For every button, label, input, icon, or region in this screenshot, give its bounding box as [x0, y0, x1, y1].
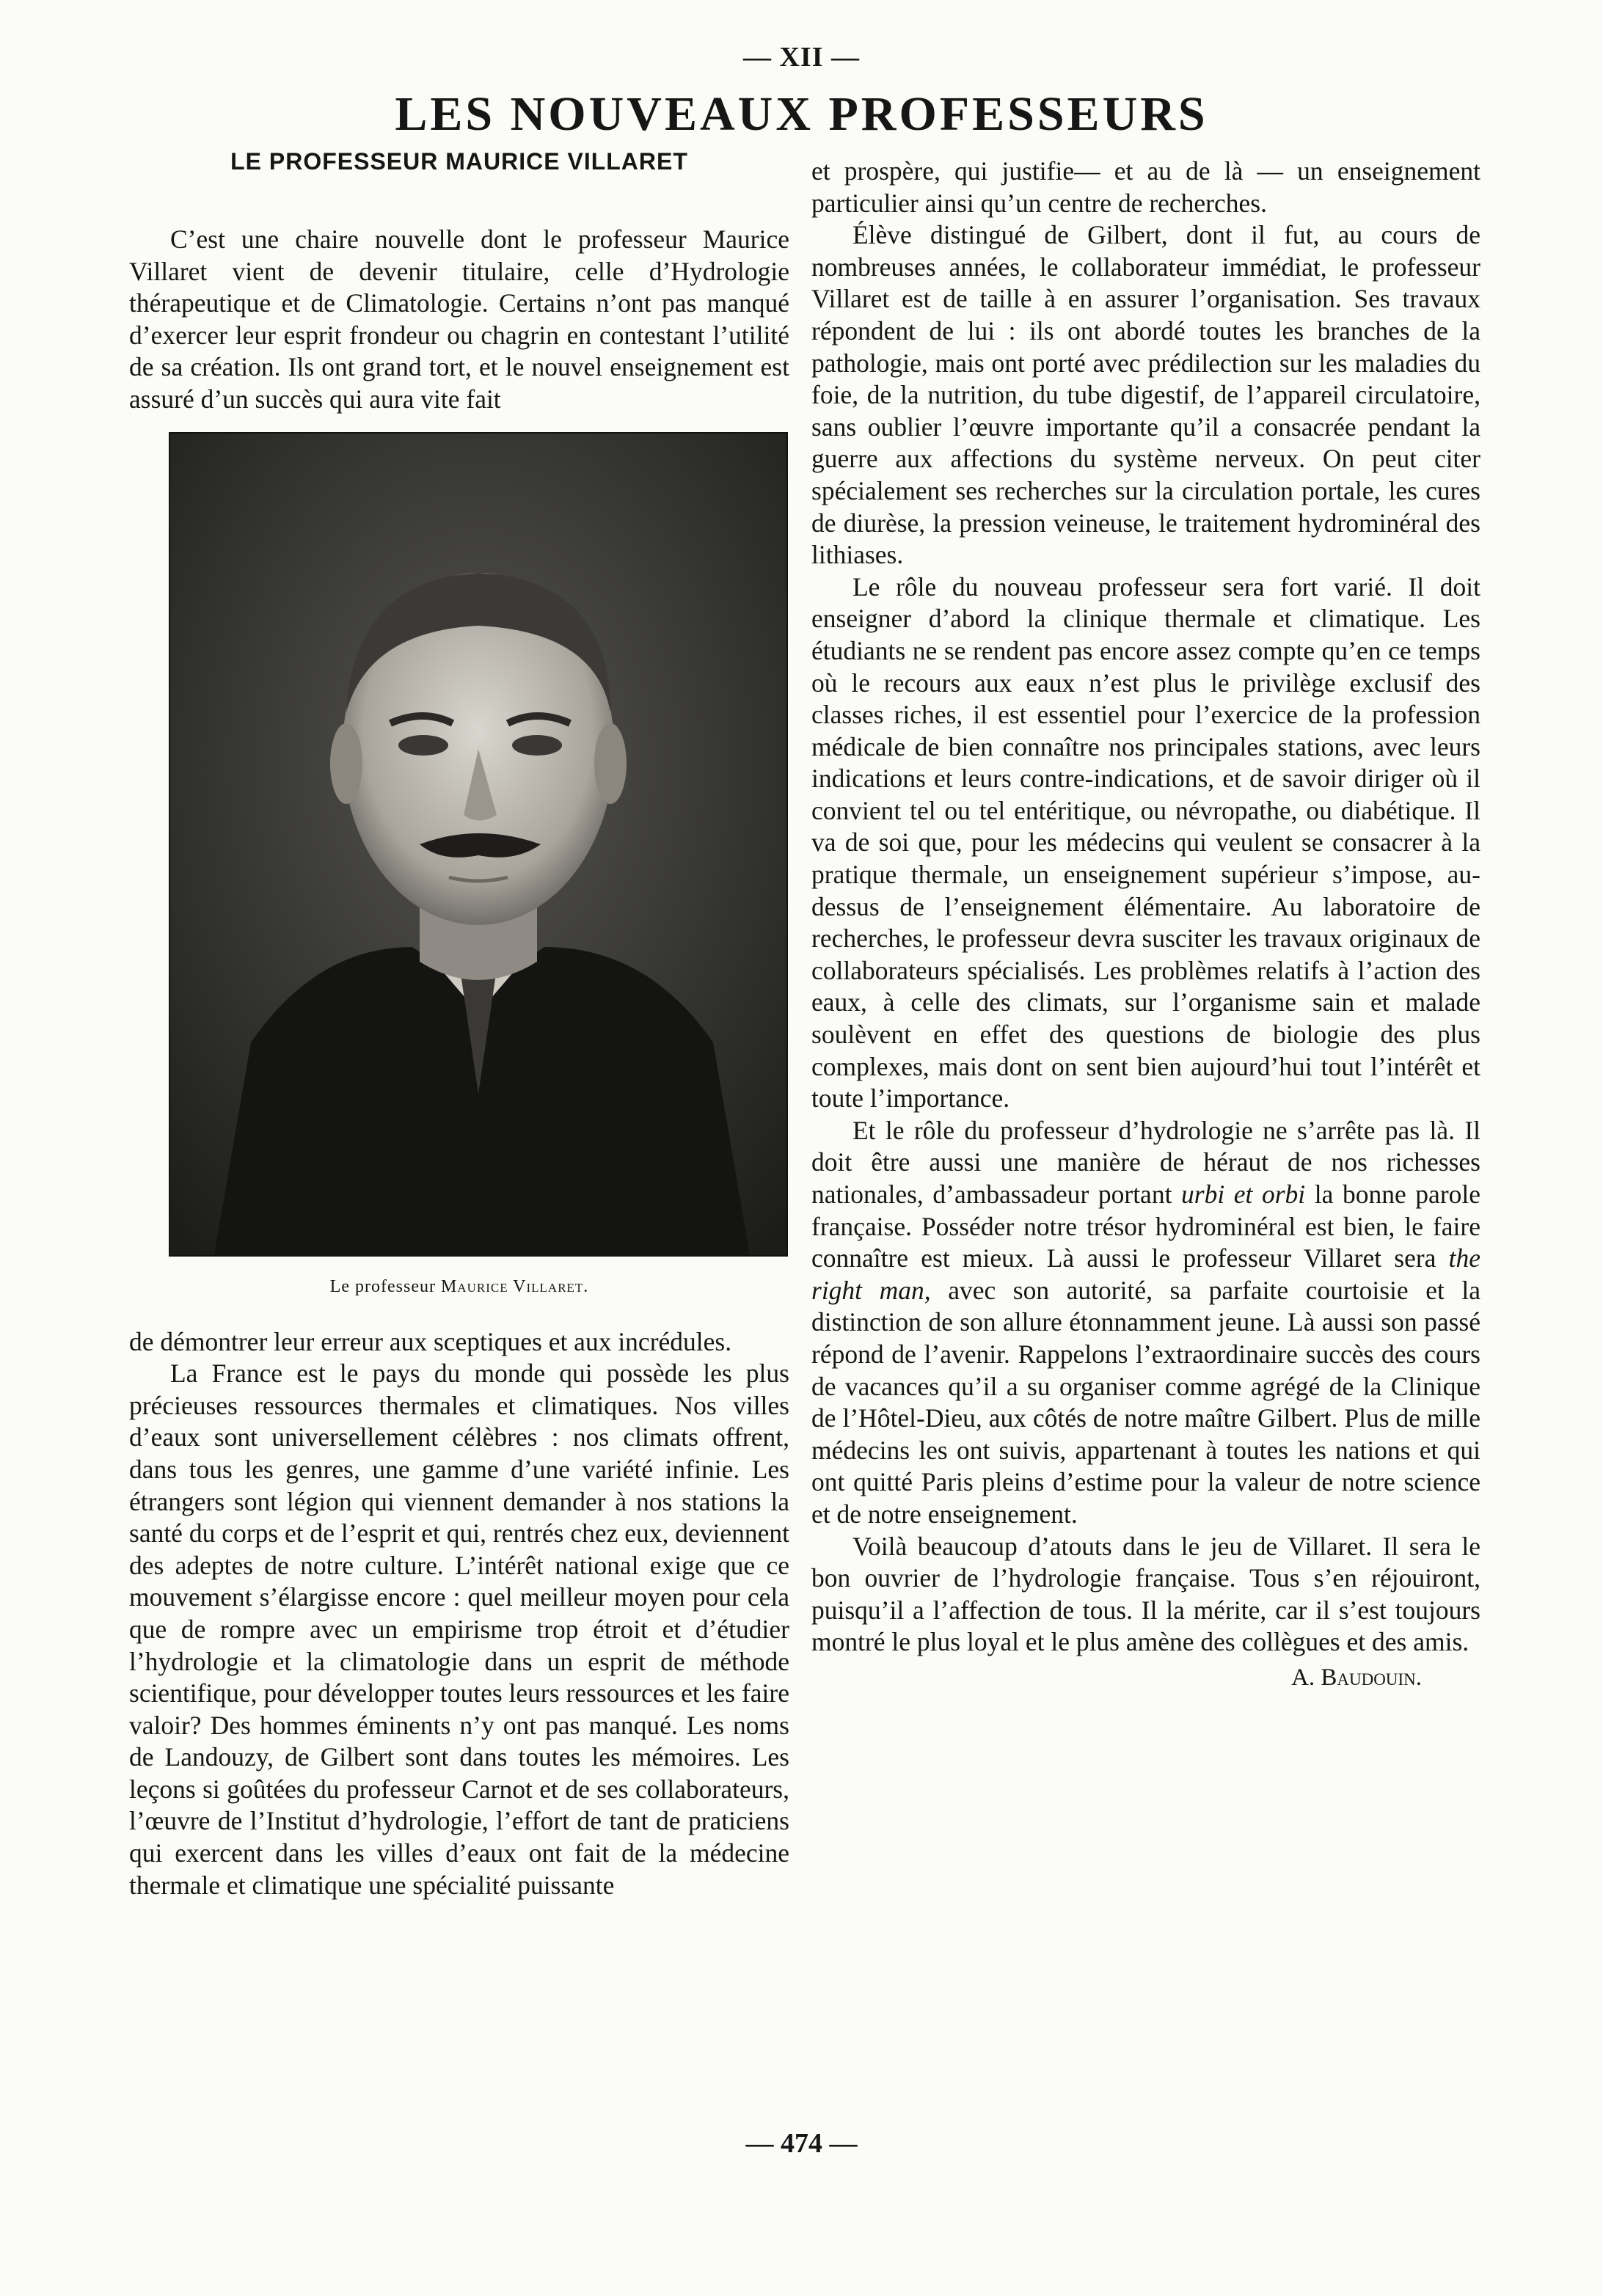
photo-caption — [129, 1277, 789, 1297]
right-paragraph-2: Élève distingué de Gilbert, dont il fut, au cours de nombreuses années, le collaborateur immédiat, le professeur Villaret est de taille à en assurer l’organisation. Ses travaux répondent de lui : ils ont abordé toutes les branches de la pathologie, mais ont porté avec prédilection sur les maladies du foie, de la nutrition, du tube digestif, de l’appareil circulatoire, sans oublier l’œuvre importante qu’il a consacrée pendant la guerre aux affections du système nerveux. On peut citer spécialement ses recherches sur la circulation portale, les cures de diurèse, la pression veineuse, le traitement hydrominéral des lithiases. — [811, 220, 1480, 570]
right-paragraph-1: et prospère, qui justifie— et au de là — un enseignement particulier ainsi qu’un centre de recherches. — [811, 156, 1480, 218]
right-column — [811, 156, 1480, 1692]
right-paragraph-4 — [811, 1115, 1480, 1531]
left-column — [129, 148, 789, 1901]
portrait-photo — [169, 432, 788, 1257]
left-continuation-paragraph: de démontrer leur erreur aux sceptiques et aux incrédules. — [129, 1326, 732, 1356]
signature-initial: A. — [1291, 1664, 1315, 1691]
right-paragraph-3: Le rôle du nouveau professeur sera fort varié. Il doit enseigner d’abord la clinique thermale et climatique. Les étudiants ne se rendent pas encore assez compte qu’en ce temps où le recours aux eaux n’est plus le privilège exclusif des classes riches, il est essentiel pour l’exercice de la profession médicale de bien connaître nos principales stations, avec leurs indications et leurs contre-indications, et de savoir diriger où il convient tel ou tel entéritique, ou névropathe, ou diabétique. Il va de soi que, pour les médecins qui veulent se consacrer à la pratique thermale, un enseignement supérieur s’impose, au-dessus de l’enseignement élémentaire. Au laboratoire de recherches, le professeur devra susciter les travaux originaux de collaborateurs spécialisés. Les problèmes relatifs à l’action des eaux, à celle des climats, sur l’organisme sain et malade soulèvent en effet des questions de biologie des plus complexes, mais dont on sent bien aujourd’hui tout l’intérêt et toute l’importance. — [811, 571, 1480, 1114]
caption-prefix: Le professeur — [329, 1276, 436, 1296]
author-signature — [811, 1664, 1480, 1692]
page-marker: — XII — — [742, 42, 861, 73]
p4-italic-urbi: urbi et orbi — [1181, 1180, 1306, 1209]
right-paragraph-5: Voilà beaucoup d’atouts dans le jeu de Villaret. Il sera le bon ouvrier de l’hydrologie française. Tous s’en réjouiront, puisqu’il a l’affection de tous. Il la mérite, car il s’est toujours montré le plus loyal et le plus amène des collègues et des amis. — [811, 1531, 1480, 1657]
article-subtitle: LE PROFESSEUR MAURICE VILLARET — [230, 148, 688, 175]
signature-name: Baudouin. — [1321, 1664, 1422, 1691]
intro-paragraph: C’est une chaire nouvelle dont le professeur Maurice Villaret vient de devenir titulaire, celle d’Hydrologie thérapeutique et de Climatologie. Certains n’ont pas manqué d’exercer leur esprit frondeur ou chagrin en contestant l’utilité de sa création. Ils ont grand tort, et le nouvel enseignement est assuré d’un succès qui aura vite fait — [129, 224, 789, 414]
page-number: — 474 — — [745, 2128, 858, 2159]
france-paragraph: La France est le pays du monde qui possède les plus précieuses ressources thermales et climatiques. Nos villes d’eaux sont universellement célèbres : nos climats offrent, dans tous les genres, une gamme d’une variété infinie. Les étrangers sont légion qui viennent demander à nos stations la santé du corps et de l’esprit et qui, rentrés chez eux, deviennent des adeptes de notre culture. L’intérêt national exige que ce mouvement s’élargisse encore : quel meilleur moyen pour cela que de rompre avec un empirisme trop étroit et d’étudier l’hydrologie et la climatologie dans un esprit de méthode scientifique, pour développer toutes leurs ressources et les faire valoir? Des hommes éminents n’y ont pas manqué. Les noms de Landouzy, de Gilbert sont dans toutes les mémoires. Les leçons si goûtées du professeur Carnot et de ses collaborateurs, l’œuvre de l’Institut d’hydrologie, l’effort de tant de praticiens qui exercent dans les villes d’eaux ont fait de la médecine thermale et climatique une spécialité puissante — [129, 1359, 789, 1900]
p4-part-c: avec son autorité, sa parfaite courtoisie et la distinction de son allure étonnamment jeune. Là aussi son passé répond de l’avenir. Rappelons l’extraordinaire succès des cours de vacances qu’il a su organiser comme agrégé de la Clinique de l’Hôtel-Dieu, aux côtés de notre maître Gilbert. Plus de mille médecins les ont suivis, appartenant à toutes les nations et qui ont quitté Paris pleins d’estime pour la valeur de notre science et de notre enseignement. — [811, 1275, 1481, 1529]
p4-italic-right-man: the right man, — [811, 1243, 1480, 1305]
page-title: LES NOUVEAUX PROFESSEURS — [395, 87, 1208, 141]
p4-part-b: la bonne parole française. Posséder notre trésor hydrominéral est bien, le faire connaître est mieux. Là aussi le professeur Villaret sera — [811, 1180, 1481, 1273]
caption-name: Maurice Villaret. — [440, 1276, 589, 1296]
p4-part-a: Et le rôle du professeur d’hydrologie ne s’arrête pas là. Il doit être aussi une manière de héraut de nos richesses nationales, d’ambassadeur portant — [811, 1115, 1480, 1209]
